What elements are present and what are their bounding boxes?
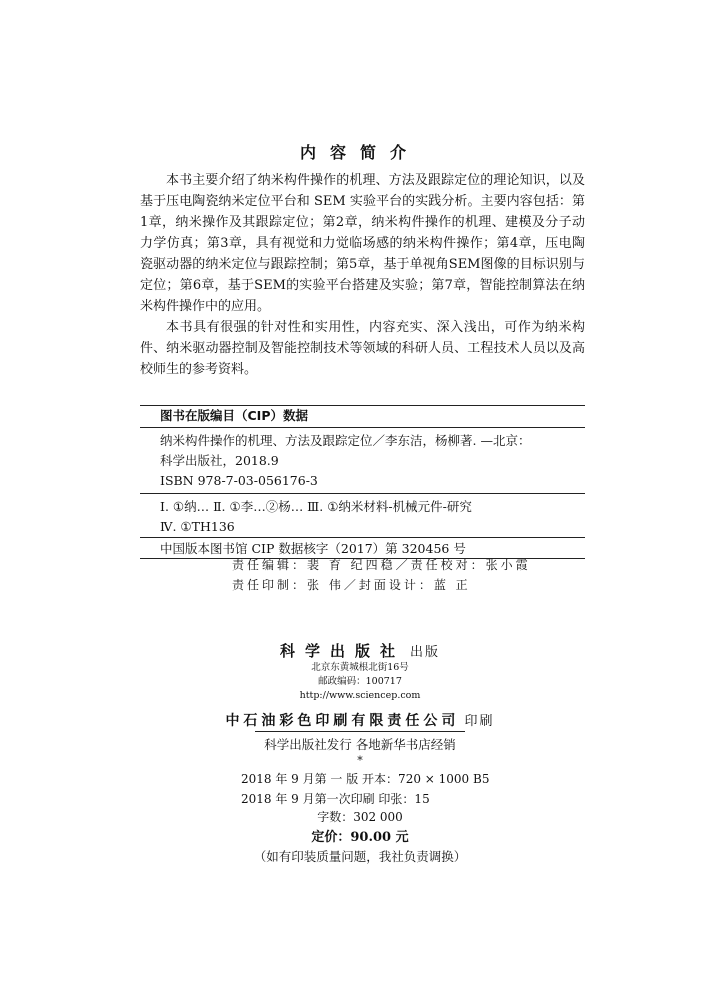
imprint-line: 2018 年 9 月第 一 版 开本：720 × 1000 B5: [241, 772, 490, 786]
cip-heading: 图书在版编目（CIP）数据: [160, 408, 308, 423]
publisher-name: 科学出版社: [279, 642, 405, 660]
summary-paragraph: 本书具有很强的针对性和实用性，内容充实、深入浅出，可作为纳米构件、纳米驱动器控制及智能控制技术等领域的科研人员、工程技术人员以及高校师生的参考资料。: [140, 320, 585, 377]
cip-line: 纳米构件操作的机理、方法及跟踪定位／李东洁，杨柳著. —北京：: [160, 433, 531, 448]
editorial-credits: [232, 555, 531, 595]
credits-line: 责任编辑：裴 育 纪四稳／责任校对：张小霞: [232, 558, 531, 572]
cip-line: 中国版本图书馆 CIP 数据核字（2017）第 320456 号: [160, 541, 466, 556]
cip-heading-rule: [140, 427, 585, 428]
cip-line: 科学出版社，2018.9: [160, 453, 279, 468]
cip-divider: [140, 493, 585, 494]
summary-body: [140, 170, 585, 380]
printer-name: 中石油彩色印刷有限责任公司: [225, 713, 460, 729]
cip-line: Ⅳ. ①TH136: [160, 519, 235, 534]
printer-line: [0, 710, 720, 730]
word-count: 字数：302 000: [317, 810, 403, 824]
separator-star: *: [357, 754, 363, 767]
summary-paragraph: 本书主要介绍了纳米构件操作的机理、方法及跟踪定位的理论知识，以及基于压电陶瓷纳米定位平台和 SEM 实验平台的实践分析。主要内容包括：第1章，纳米操作及其跟踪定位；第2章，纳米构件操作的机理、建模及分子动力学仿真；第3章，具有视觉和力觉临场感的纳米构件操作；第4章，压电陶瓷驱动器的纳米定位与跟踪控制；第5章，基于单视角SEM图像的目标识别与定位；第6章，基于SEM的实验平台搭建及实验；第7章，智能控制算法在纳米构件操作中的应用。: [140, 173, 585, 314]
publisher-block: [0, 640, 720, 703]
publisher-address: 北京东黄城根北街16号: [311, 662, 409, 673]
quality-notice: （如有印装质量问题，我社负责调换）: [253, 849, 467, 864]
publisher-postcode: 邮政编码：100717: [318, 676, 402, 687]
price: 定价：90.00 元: [311, 830, 409, 845]
publisher-suffix: 出版: [410, 645, 441, 660]
printer-suffix: 印刷: [464, 714, 495, 729]
summary-title: 内容简介: [299, 143, 420, 162]
printer-rule: [255, 731, 465, 732]
cip-line: Ⅰ. ①纳… Ⅱ. ①李…②杨… Ⅲ. ①纳米材料-机械元件-研究: [160, 499, 472, 514]
distribution-text: 科学出版社发行 各地新华书店经销: [264, 737, 456, 752]
cip-line: ISBN 978-7-03-056176-3: [160, 473, 318, 488]
credits-line: 责任印制：张 伟／封面设计：蓝 正: [232, 578, 471, 592]
cip-data-block: [140, 405, 585, 556]
imprint-line: 2018 年 9 月第一次印刷 印张：15: [241, 792, 430, 806]
publisher-url: http://www.sciencep.com: [299, 690, 421, 701]
cip-divider: [140, 537, 585, 538]
